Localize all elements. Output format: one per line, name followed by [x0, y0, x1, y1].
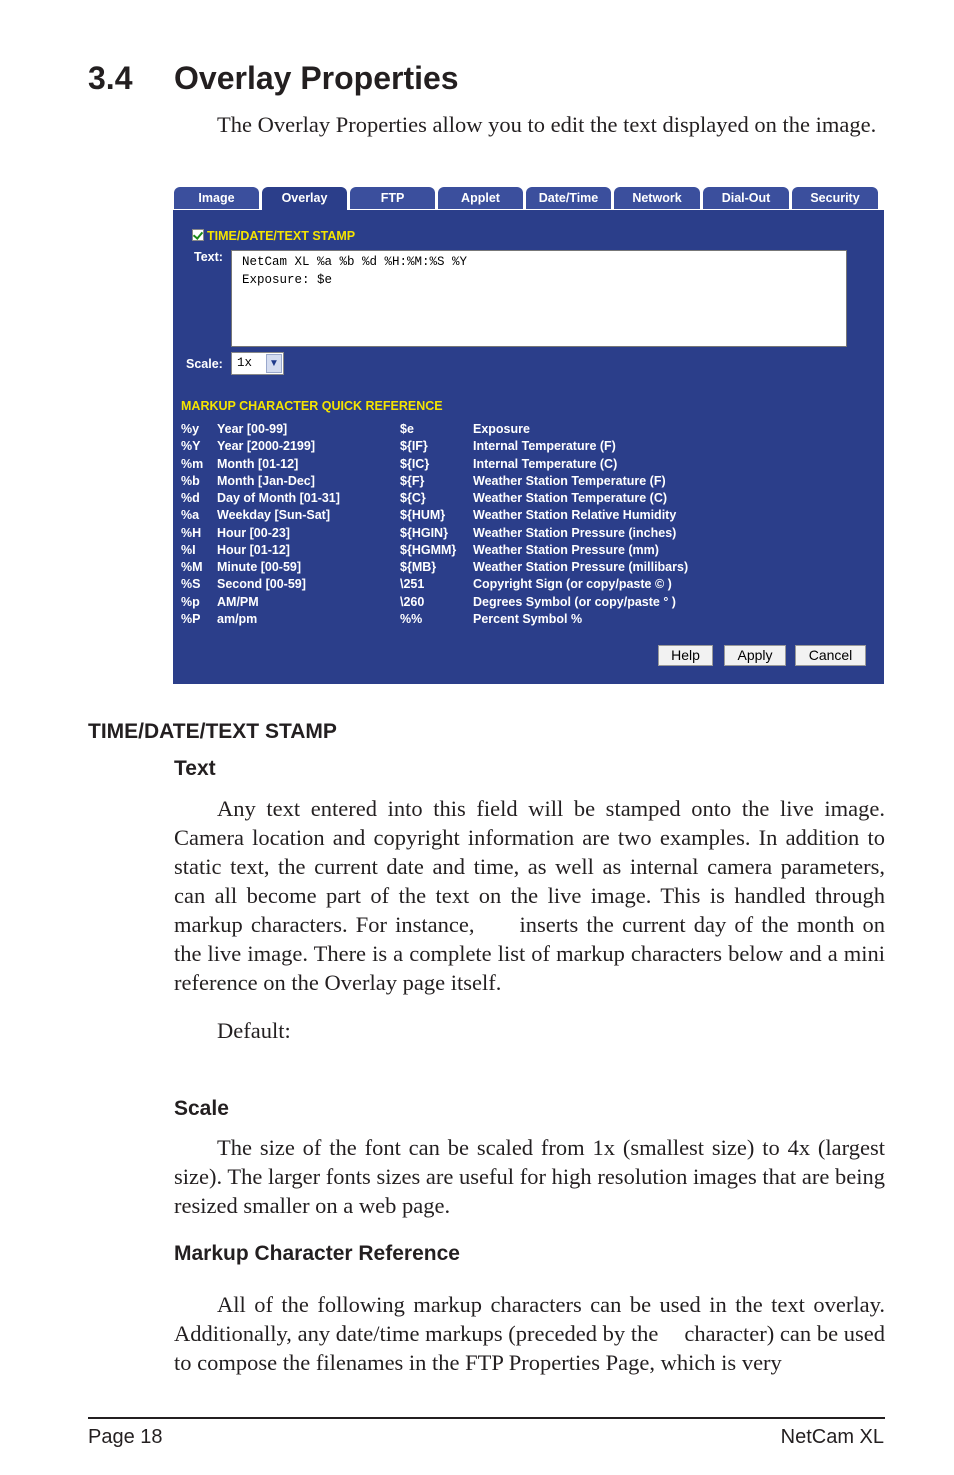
scale-heading: Scale — [174, 1097, 229, 1120]
markup-meaning: Second [00-59] — [217, 577, 306, 592]
text-paragraph-part-b: inserts the current day of the month on the live image. There is a complete list of markup characters below and a mini reference on the Overlay page itself. — [174, 912, 885, 995]
text-heading: Text — [174, 757, 216, 780]
markup-meaning: Hour [01-12] — [217, 542, 290, 557]
scale-select[interactable] — [231, 352, 284, 375]
apply-button[interactable]: Apply — [724, 645, 786, 666]
tab-security[interactable]: Security — [792, 187, 878, 209]
scale-value: 1x — [237, 356, 253, 370]
stamp-label: TIME/DATE/TEXT STAMP — [207, 229, 356, 243]
markup-code: %P — [181, 611, 201, 626]
tab-bar — [173, 186, 884, 210]
markup-code: %H — [181, 525, 202, 540]
markup-meaning: Year [2000-2199] — [217, 439, 315, 454]
markup-meaning: Month [Jan-Dec] — [217, 473, 315, 488]
scale-paragraph-text: The size of the font can be scaled from 1x (smallest size) to 4x (largest size). The larger fonts sizes are useful for high resolution images that are being resized smaller on a web page. — [174, 1135, 885, 1218]
scale-paragraph — [174, 1133, 885, 1220]
tab-dial-out[interactable]: Dial-Out — [703, 187, 789, 209]
markup-meaning: Day of Month [01-31] — [217, 491, 340, 505]
param-meaning: Percent Symbol % — [473, 611, 583, 626]
markup-meaning: AM/PM — [217, 594, 259, 609]
param-meaning: Weather Station Pressure (inches) — [473, 525, 677, 540]
param-meaning: Weather Station Pressure (millibars) — [473, 560, 689, 574]
param-code: ${IF} — [400, 439, 428, 454]
intro-paragraph — [174, 110, 885, 139]
param-meaning: Weather Station Relative Humidity — [473, 508, 677, 523]
markup-paragraph-part-b: character) can be used to compose the filenames in the FTP Properties Page, which is very — [174, 1321, 885, 1375]
tab-ftp[interactable]: FTP — [350, 187, 435, 209]
section-heading — [88, 60, 459, 97]
markup-meaning: Year [00-99] — [217, 422, 288, 436]
section-number: 3.4 — [88, 60, 133, 96]
tab-network[interactable]: Network — [614, 187, 700, 209]
section-title: Overlay Properties — [174, 60, 459, 96]
tab-applet[interactable]: Applet — [438, 187, 523, 209]
markup-meaning: Weekday [Sun-Sat] — [217, 508, 330, 523]
markup-heading: Markup Character Reference — [174, 1242, 460, 1265]
footer-product-name: NetCam XL — [780, 1426, 884, 1448]
param-meaning: Degrees Symbol (or copy/paste ° ) — [473, 594, 676, 609]
param-code: ${F} — [400, 473, 425, 488]
scale-label: Scale: — [186, 357, 223, 371]
markup-code: %M — [181, 560, 203, 574]
param-code: ${MB} — [400, 560, 437, 574]
default-label: Default: — [217, 1018, 291, 1043]
markup-meaning: Month [01-12] — [217, 456, 299, 471]
param-meaning: Exposure — [473, 422, 530, 436]
param-meaning: Copyright Sign (or copy/paste © ) — [473, 577, 672, 592]
param-code: ${HGMM} — [400, 542, 457, 557]
markup-code: %p — [181, 594, 200, 609]
param-code: ${HUM} — [400, 508, 446, 523]
cancel-button[interactable]: Cancel — [795, 645, 866, 666]
markup-code: %m — [181, 456, 204, 471]
param-code: ${HGIN} — [400, 525, 448, 540]
param-meaning: Weather Station Temperature (F) — [473, 473, 666, 488]
param-meaning: Internal Temperature (F) — [473, 439, 616, 454]
footer-page-number: Page 18 — [88, 1426, 163, 1448]
text-paragraph-part-a: Any text entered into this field will be stamped onto the live image. Camera location and copyright information are two examples. In addition to static text, the current date and time, as well as internal camera parameters, can all become part of the text on the live image. This is handled through markup characters. For instance, — [174, 796, 885, 937]
footer-divider — [88, 1417, 885, 1419]
markup-code: %I — [181, 542, 196, 557]
intro-text: The Overlay Properties allow you to edit the text displayed on the image. — [217, 112, 877, 137]
text-label: Text: — [194, 250, 223, 264]
tab-image[interactable]: Image — [174, 187, 259, 209]
param-code: ${C} — [400, 491, 426, 505]
markup-meaning: am/pm — [217, 611, 258, 626]
help-button[interactable]: Help — [658, 645, 713, 666]
reference-title: MARKUP CHARACTER QUICK REFERENCE — [181, 399, 443, 413]
markup-paragraph-part-a: All of the following markup characters can be used in the text overlay. Additionally, any date/time markups (preceded by the — [174, 1292, 885, 1346]
param-meaning: Weather Station Temperature (C) — [473, 491, 668, 505]
param-meaning: Weather Station Pressure (mm) — [473, 542, 659, 557]
param-code: ${IC} — [400, 456, 430, 471]
chevron-down-icon[interactable]: ▼ — [266, 354, 282, 373]
overlay-text-input[interactable]: NetCam XL %a %b %d %H:%M:%S %Y Exposure: $e — [231, 250, 847, 347]
param-meaning: Internal Temperature (C) — [473, 456, 618, 471]
markup-meaning: Minute [00-59] — [217, 560, 302, 574]
markup-code: %b — [181, 473, 200, 488]
stamp-checkbox[interactable] — [192, 229, 204, 241]
text-paragraph — [174, 794, 885, 997]
markup-code: %S — [181, 577, 201, 592]
param-code: \260 — [400, 594, 425, 609]
markup-meaning: Hour [00-23] — [217, 525, 290, 540]
tab-overlay[interactable]: Overlay — [262, 187, 347, 211]
param-code: %% — [400, 611, 423, 626]
markup-code: %d — [181, 491, 200, 505]
stamp-heading: TIME/DATE/TEXT STAMP — [88, 720, 337, 743]
default-paragraph — [174, 1016, 885, 1045]
markup-paragraph — [174, 1290, 885, 1377]
param-code: $e — [400, 422, 414, 436]
param-code: \251 — [400, 577, 425, 592]
markup-code: %Y — [181, 439, 201, 454]
markup-code: %y — [181, 422, 200, 436]
tab-date-time[interactable]: Date/Time — [526, 187, 611, 209]
overlay-properties-screenshot — [173, 186, 884, 684]
markup-code: %a — [181, 508, 200, 523]
